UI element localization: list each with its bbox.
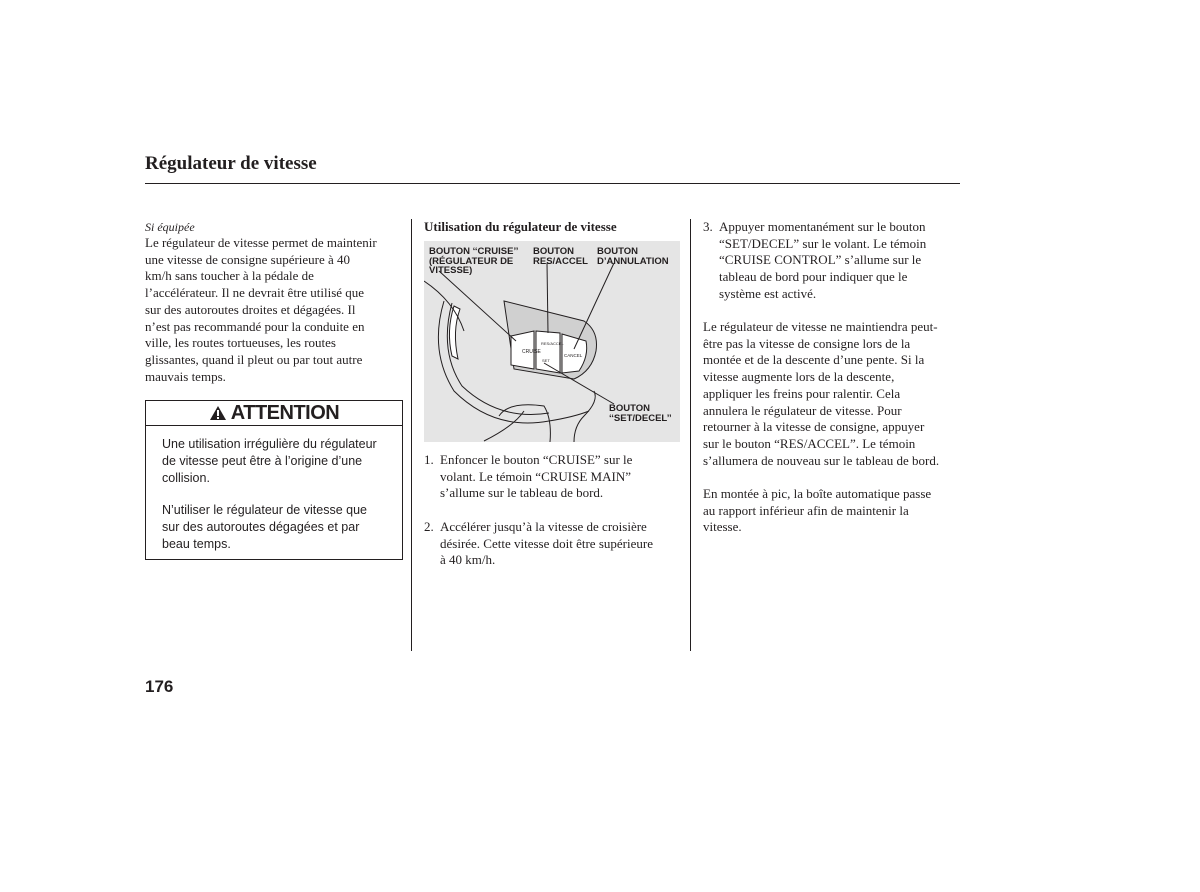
warning-triangle-icon [209,405,227,421]
column-divider-left [411,219,412,651]
intro-paragraph: Le régulateur de vitesse permet de maintenir une vitesse de consigne supérieure à 40 km/h sans toucher à la pédale de l’accélérateur. Il ne devrait être utilisé que sur des autoroutes droites et dégagées. Il n’est pas recommandé pour la conduite en ville, les routes tortueuses, les routes glissantes, quand il pleut ou par tout autre mauvais temps. [145,235,377,384]
step-1 [424,452,682,502]
attention-box [145,400,403,560]
step-3-number: 3. [703,219,713,234]
cancel-button-text: CANCEL [564,353,583,358]
label-cancel-button: BOUTON D’ANNULATION [597,246,669,267]
page-title: Régulateur de vitesse [145,153,317,174]
column-2 [424,219,682,235]
attention-paragraph-2: N’utiliser le régulateur de vitesse que sur des autoroutes dégagées et par beau temps. [162,503,367,551]
step-3 [703,219,961,303]
attention-paragraph-1: Une utilisation irrégulière du régulateur de vitesse peut être à l’origine d’une collision. [162,437,377,485]
step-2-text: Accélérer jusqu’à la vitesse de croisière désirée. Cette vitesse doit être supérieure à 40 km/h. [440,519,653,568]
column-1 [145,219,403,385]
step-1-text: Enfoncer le bouton “CRUISE” sur le volant. Le témoin “CRUISE MAIN” s’allume sur le tableau de bord. [440,452,633,501]
page-number: 176 [145,677,174,696]
column-divider-right [690,219,691,651]
step-2 [424,519,682,569]
set-button-text: SET [542,358,550,363]
label-set-button: BOUTON ‘‘SET/DECEL’’ [609,403,672,424]
speed-maintenance-paragraph: Le régulateur de vitesse ne maintiendra peut- être pas la vitesse de consigne lors de la montée et de la descente d’une pente. Si la vitesse augmente lors de la descente, appliquer les freins pour ralentir. Cela annulera le régulateur de vitesse. Pour retourner à la vitesse de consigne, appuyer sur le bouton “RES/ACCEL”. Le témoin s’allumera de nouveau sur le tableau de bord. [703,319,940,468]
res-button-text: RES/ACCEL [541,341,564,346]
cruise-button-text: CRUISE [522,349,541,355]
steep-climb-paragraph: En montée à pic, la boîte automatique passe au rapport inférieur afin de maintenir la vitesse. [703,486,932,535]
step-1-number: 1. [424,452,434,467]
step-2-number: 2. [424,519,434,534]
title-divider [145,183,960,184]
usage-heading: Utilisation du régulateur de vitesse [424,219,617,234]
attention-label: ATTENTION [230,401,340,424]
steering-wheel-illustration [424,241,680,442]
equipment-note: Si équipée [145,220,195,234]
attention-body [146,426,402,553]
label-cruise-button: BOUTON ‘‘CRUISE’’ (RÉGULATEUR DE VITESSE) [429,246,519,276]
steering-wheel-figure [424,241,680,442]
label-res-button: BOUTON RES/ACCEL [533,246,588,267]
step-3-text: Appuyer momentanément sur le bouton “SET/DECEL” sur le volant. Le témoin “CRUISE CONTROL” s’allume sur le tableau de bord pour indiquer que le système est activé. [719,219,927,301]
attention-header [146,401,402,426]
